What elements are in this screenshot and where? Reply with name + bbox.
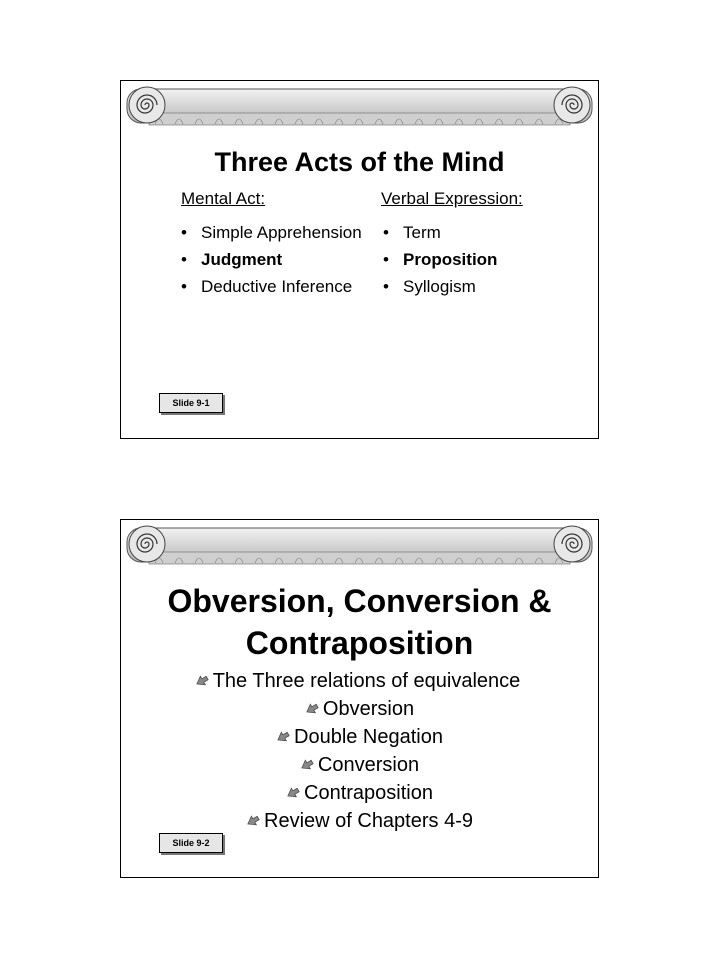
slide-number-label: Slide 9-2 [159,833,223,853]
list-item: • Simple Apprehension [181,223,362,242]
slide-9-1 [120,80,599,439]
list-item: The Three relations of equivalence [117,667,598,695]
ionic-capital-icon [125,522,594,570]
list-item: Conversion [121,751,598,779]
arrow-bullet-icon [305,702,319,716]
verbal-expression-list [383,219,497,300]
list-item: • Judgment [181,250,283,269]
arrow-bullet-icon [195,674,209,688]
mental-act-header: Mental Act: [181,189,266,208]
mental-act-list [181,219,362,300]
slide-number-label: Slide 9-1 [159,393,223,413]
ionic-capital-icon [125,83,594,131]
slide-title [121,580,598,664]
verbal-expression-header: Verbal Expression: [381,189,523,208]
slide-9-2 [120,519,599,878]
title-line-2: Contraposition [245,625,474,661]
title-line-1: Obversion, Conversion & [167,583,552,619]
arrow-bullet-icon [276,730,290,744]
list-item: • Syllogism [383,277,476,296]
topic-list [121,667,598,835]
arrow-bullet-icon [286,786,300,800]
list-item: Double Negation [121,723,598,751]
arrow-bullet-icon [300,758,314,772]
list-item: • Term [383,223,441,242]
arrow-bullet-icon [246,814,260,828]
list-item: Obversion [121,695,598,723]
list-item: • Proposition [383,250,498,269]
list-item: Contraposition [121,779,598,807]
list-item: Review of Chapters 4-9 [121,807,598,835]
list-item: • Deductive Inference [181,277,353,296]
slide-title: Three Acts of the Mind [214,147,505,177]
